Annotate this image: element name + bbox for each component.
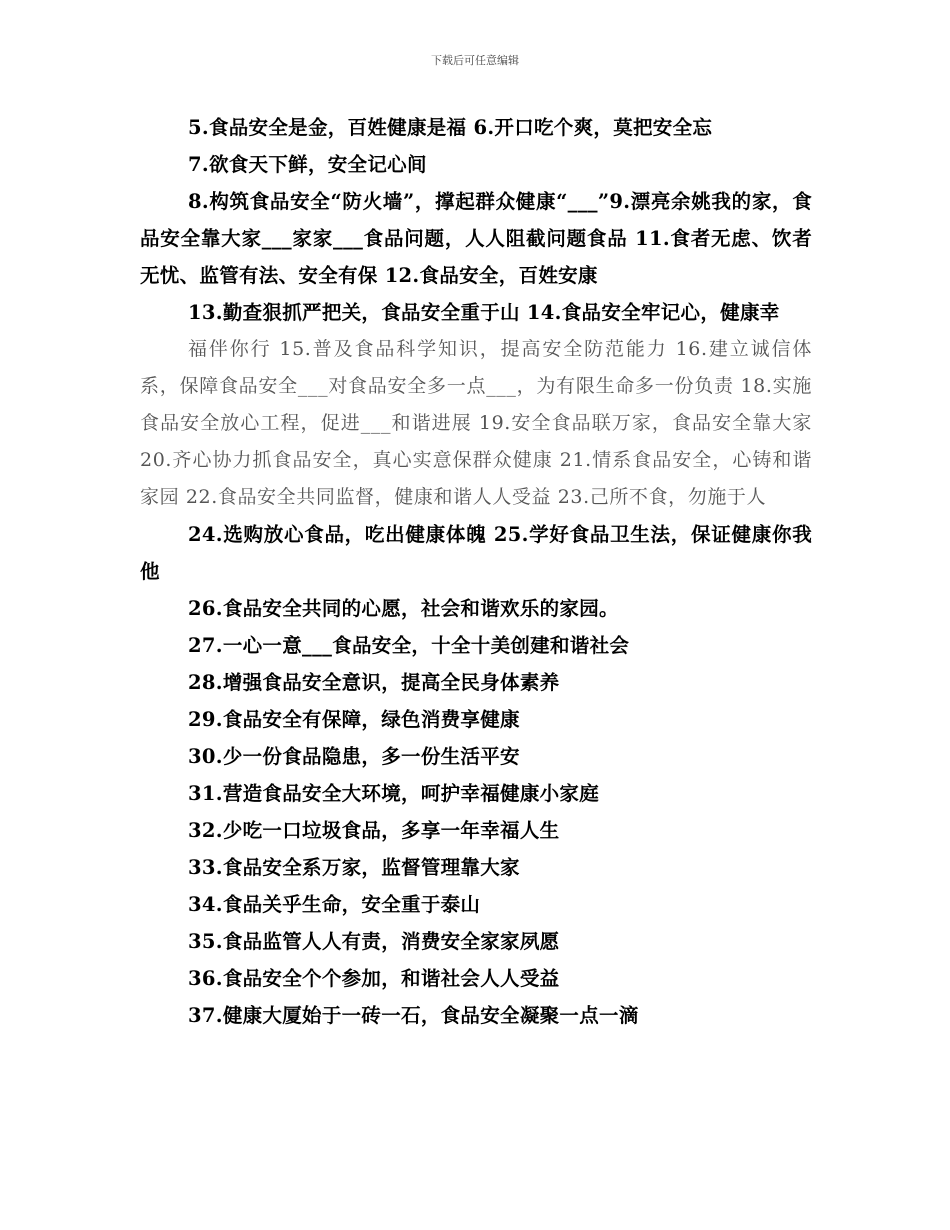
paragraph-slogans-15-23: 福伴你行 15.普及食品科学知识，提高安全防范能力 16.建立诚信体系，保障食品安全___对食品安全多一点___，为有限生命多一份负责 18.实施食品安全放心工程，促进___和谐进展 19.安全食品联万家，食品安全靠大家 20.齐心协力抓食品安全，真心实意保群众健康 21.情系食品安全，心铸和谐家园 22.食品安全共同监督，健康和谐人人受益 23.己所不食，勿施于人 [140, 338, 812, 508]
paragraph-slogan-32: 32.少吃一口垃圾食品，多享一年幸福人生 [188, 819, 560, 842]
paragraph-slogan-7: 7.欲食天下鲜，安全记心间 [188, 153, 427, 176]
paragraph-slogan-27: 27.一心一意___食品安全，十全十美创建和谐社会 [188, 634, 630, 657]
paragraph-slogan-30: 30.少一份食品隐患，多一份生活平安 [188, 745, 520, 768]
paragraph-slogans-13-14: 13.勤查狠抓严把关，食品安全重于山 14.食品安全牢记心，健康幸 [188, 301, 780, 324]
paragraph-slogan-34: 34.食品关乎生命，安全重于泰山 [188, 893, 481, 916]
paragraph-slogans-8-12: 8.构筑食品安全“防火墙”，撑起群众健康“___”9.漂亮余姚我的家，食品安全靠大家___家家___食品问题，人人阻截问题食品 11.食者无虑、饮者无忧、监管有法、安全有保 12.食品安全，百姓安康 [140, 190, 812, 287]
paragraph-slogan-31: 31.营造食品安全大环境，呵护幸福健康小家庭 [188, 782, 600, 805]
paragraph-slogan-26: 26.食品安全共同的心愿，社会和谐欢乐的家园。 [188, 597, 619, 620]
page-header: 下载后可任意编辑 [431, 54, 519, 67]
paragraph-slogans-24-25: 24.选购放心食品，吃出健康体魄 25.学好食品卫生法，保证健康你我他 [140, 523, 812, 583]
paragraph-slogan-33: 33.食品安全系万家，监督管理靠大家 [188, 856, 520, 879]
paragraph-slogan-36: 36.食品安全个个参加，和谐社会人人受益 [188, 967, 560, 990]
paragraph-slogan-28: 28.增强食品安全意识，提高全民身体素养 [188, 671, 560, 694]
paragraph-slogans-5-6: 5.食品安全是金，百姓健康是福 6.开口吃个爽，莫把安全忘 [188, 116, 713, 139]
paragraph-slogan-37: 37.健康大厦始于一砖一石，食品安全凝聚一点一滴 [188, 1004, 639, 1027]
paragraph-slogan-29: 29.食品安全有保障，绿色消费享健康 [188, 708, 520, 731]
paragraph-slogan-35: 35.食品监管人人有责，消费安全家家夙愿 [188, 930, 560, 953]
document-body [140, 109, 812, 1034]
